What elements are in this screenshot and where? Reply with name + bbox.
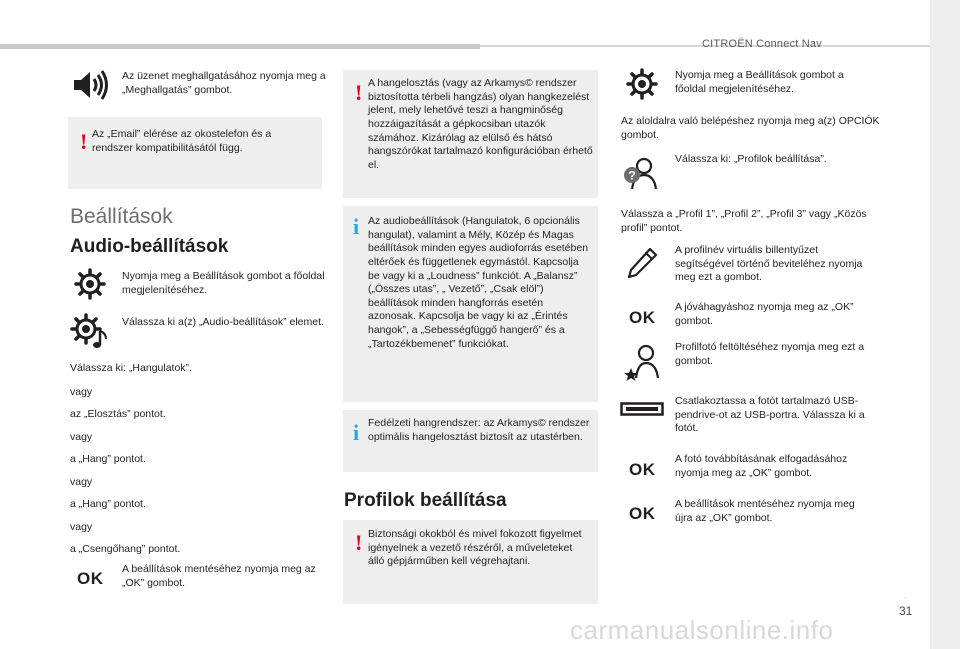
step-settings-text-2: Nyomja meg a Beállítások gombot a főoldal megjelenítéséhez. [675, 69, 844, 95]
info-audio-text: Az audiobeállítások (Hangulatok, 6 opcionális hangulat), valamint a Mély, Közép és Magas beállítások minden egyes audioforrás esetében eltérőek és függetlenek egymástól. Kapcsolja be vagy ki a „Loudness” funkciót. A „Balansz” („Összes utas”, „ Vezető”, „Csak elöl”) beállítások minden hangforrás esetén azonosak. Kapcsolja be vagy ki az „Érintés hangok”, a „Sebességfüggő hangerő” és a „Tartozékbemenet” funkciókat. [368, 215, 589, 350]
page-dot: . [904, 591, 907, 600]
person-question-icon [622, 155, 662, 191]
gear-icon [74, 268, 106, 300]
watermark: carmanualsonline.info [570, 615, 834, 645]
ok-label: OK [77, 569, 104, 588]
warning-email-text: Az „Email” elérése az okostelefon és a rendszer kompatibilitásától függ. [92, 128, 272, 154]
line-or-3: vagy [70, 476, 93, 488]
subsection-title-audio: Audio-beállítások [70, 236, 229, 257]
step-audio-text: Válassza ki a(z) „Audio-beállítások” elemet. [122, 316, 324, 328]
warning-distribution-text: A hangelosztás (vagy az Arkamys© rendszer biztosította térbeli hangzás) olyan hangkezelést jelent, mely lehetővé teszi a hangminőség hozzáigazítását a gépkocsiban utazók számához. Kizárólag az elülső és hátsó hangszórókat tartalmazó konfigurációban érhető el. [368, 77, 593, 171]
warning-box-distribution [343, 70, 598, 198]
pencil-icon [624, 246, 660, 280]
page-edge-strip [930, 0, 960, 649]
warning-icon: ! [355, 80, 363, 105]
section-title-settings: Beállítások [70, 205, 173, 228]
line-or-4: vagy [70, 521, 93, 533]
info-icon: i [353, 214, 360, 239]
line-or-2: vagy [70, 431, 93, 443]
speaker-icon [70, 68, 110, 102]
step-settings-text: Nyomja meg a Beállítások gombot a főoldal megjelenítéséhez. [122, 270, 325, 296]
line-hang-1: a „Hang” pontot. [70, 453, 146, 465]
ok-label-2: OK [629, 460, 656, 479]
section-title-profiles: Profilok beállítása [344, 490, 507, 511]
ok-label-1: OK [629, 308, 656, 327]
step-save-text-2: A beállítások mentéséhez nyomja meg újra az „OK” gombot. [675, 498, 855, 524]
line-hang-2: a „Hang” pontot. [70, 498, 146, 510]
page-number: 31 [899, 604, 913, 618]
ok-label-3: OK [629, 504, 656, 523]
warning-icon: ! [80, 129, 88, 154]
line-elosztas: az „Elosztás” pontot. [70, 408, 166, 420]
top-rule [0, 44, 480, 49]
step-usb-text: Csatlakoztassa a fotót tartalmazó USB-pendrive-ot az USB-portra. Válassza ki a fotót. [675, 395, 865, 435]
step-save-text: A beállítások mentéséhez nyomja meg az „OK” gombot. [122, 563, 316, 589]
warning-box-email [68, 117, 322, 189]
step-transfer-text: A fotó továbbításának elfogadásához nyomja meg az „OK” gombot. [675, 453, 848, 479]
info-icon: i [353, 420, 360, 445]
gear-music-icon [70, 313, 110, 349]
step-profile-settings-text: Válassza ki: „Profilok beállítása”. [675, 153, 827, 165]
step-photo-text: Profilfotó feltöltéséhez nyomja meg ezt a gombot. [675, 341, 865, 367]
step-accept-text: A jóváhagyáshoz nyomja meg az „OK” gombot. [675, 301, 854, 327]
step-name-text: A profilnév virtuális billentyűzet segítségével történő beviteléhez nyomja meg ezt a gombot. [675, 244, 863, 284]
info-box-arkamys [343, 410, 598, 472]
gear-icon [626, 68, 658, 100]
instruction-listen [122, 70, 327, 97]
svg-text:?: ? [628, 168, 636, 183]
line-or-1: vagy [70, 386, 93, 398]
warning-safety-text: Biztonsági okokból és mivel fokozott figyelmet igényelnek a vezető részéről, a műveleteket álló gépjárműben kell végrehajtani. [368, 528, 582, 568]
choose-profile-text: Válassza a „Profil 1”, „Profil 2”, „Profil 3” vagy „Közös profil” pontot. [621, 208, 867, 234]
instruction-listen-text: Az üzenet meghallgatásához nyomja meg a „Meghallgatás” gombot. [122, 70, 326, 96]
warning-box-safety [343, 520, 598, 604]
info-box-audio [343, 206, 598, 402]
sub-page-text: Az aloldalra való belépéshez nyomja meg a(z) OPCIÓK gombot. [621, 115, 880, 141]
page-header-brand: CITROËN Connect Nav [702, 38, 822, 50]
info-arkamys-text: Fedélzeti hangrendszer: az Arkamys© rendszer optimális hangelosztást biztosít az utastérben. [368, 417, 590, 443]
line-csengohang: a „Csengőhang” pontot. [70, 543, 181, 555]
usb-icon [620, 401, 664, 417]
warning-icon: ! [355, 530, 363, 555]
line-hangulatok: Válassza ki: „Hangulatok”. [70, 362, 192, 374]
person-star-icon [622, 342, 662, 382]
